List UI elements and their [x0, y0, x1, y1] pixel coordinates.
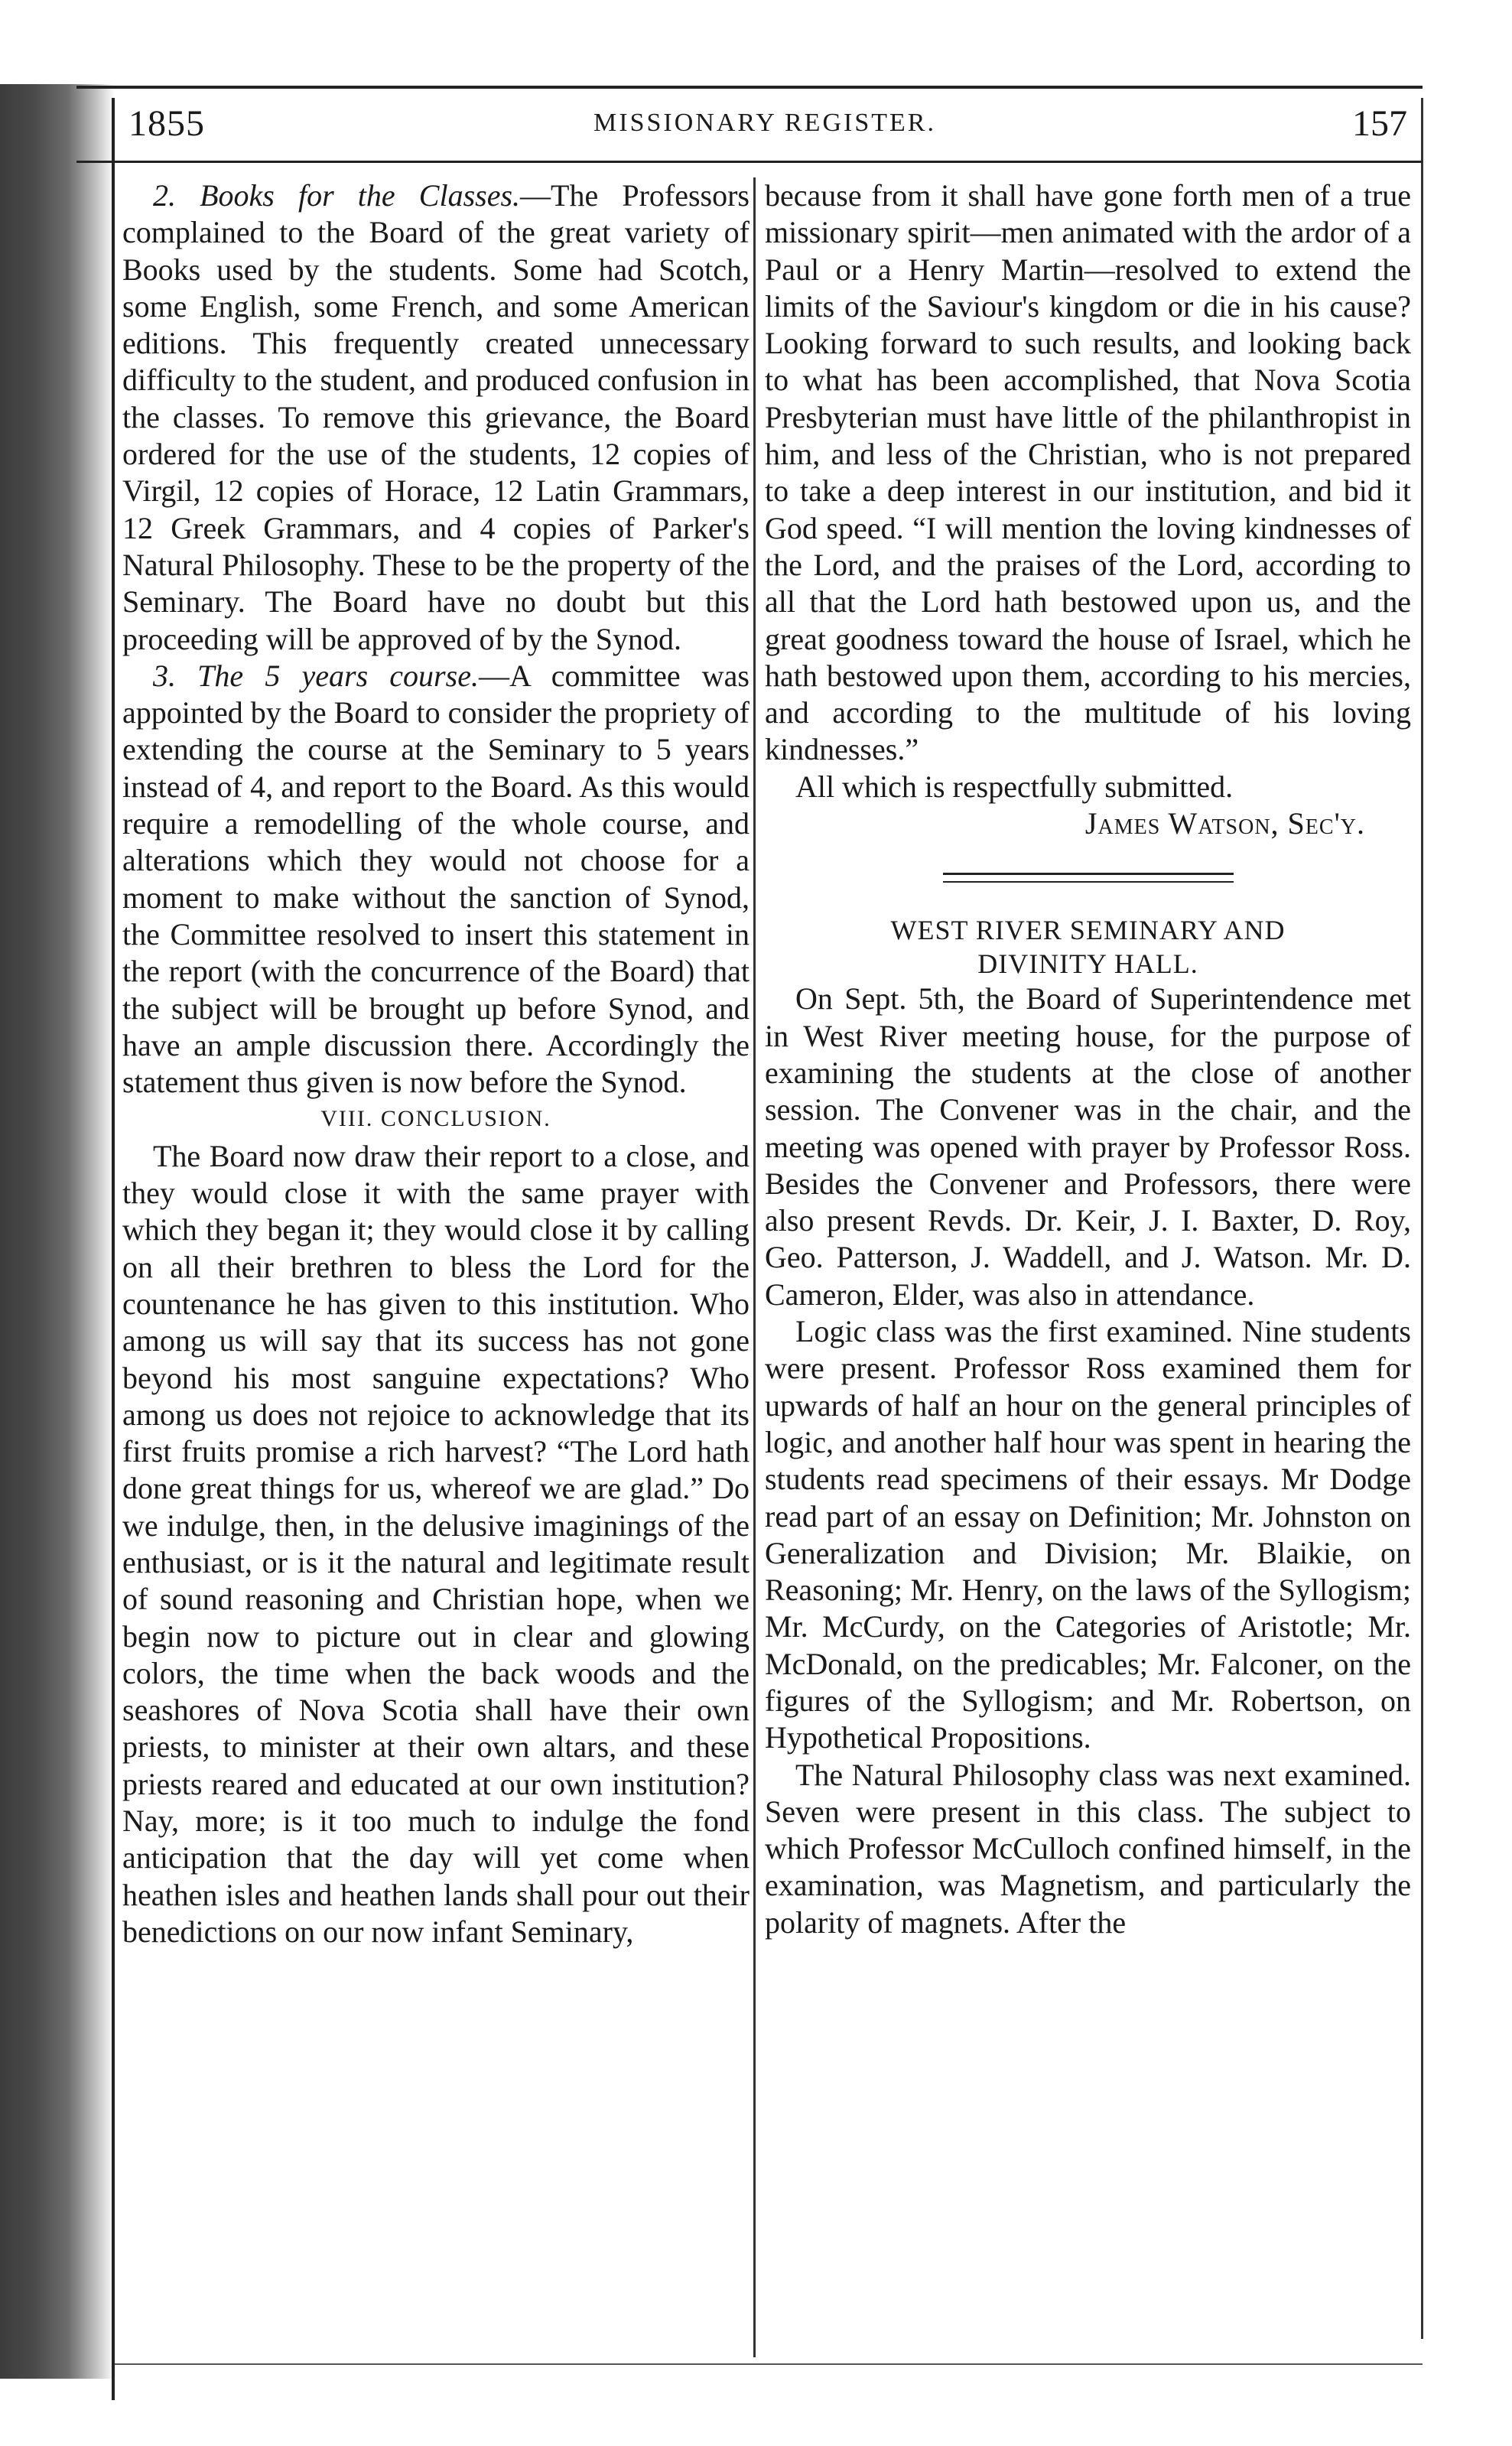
bottom-rule: [115, 2363, 1423, 2365]
paragraph-logic-class: Logic class was the first examined. Nine students were present. Professor Ross examined them for upwards of half an hour on the general principles of logic, and another half hour was spent in hearing the students read specimens of their essays. Mr Dodge read part of an essay on Definition; Mr. Johnston on Generalization and Division; Mr. Blaikie, on Reasoning; Mr. Henry, on the laws of the Syllogism; Mr. McCurdy, on the Categories of Aristotle; Mr. McDonald, on the predicables; Mr. Falconer, on the figures of the Syllogism; and Mr. Robertson, on Hypothetical Propositions.: [765, 1314, 1411, 1755]
paragraph-books-body: —The Professors complained to the Board of the great variety of Books used by the students. Some had Scotch, some English, some French, and some American editions. This frequently created unnecessary difficulty to the student, and produced confusion in the classes. To remove this grievance, the Board ordered for the use of the students, 12 copies of Virgil, 12 copies of Horace, 12 Latin Grammars, 12 Greek Grammars, and 4 copies of Parker's Natural Philosophy. These to be the property of the Seminary. The Board have no doubt but this proceeding will be approved of by the Synod.: [122, 178, 749, 656]
paragraph-conclusion: The Board now draw their report to a close, and they would close it with the same prayer with which they began it; they would close it by calling on all their brethren to bless the Lord for the countenance he has given to this institution. Who among us will say that its success has not gone beyond his most sanguine expectations? Who among us does not rejoice to acknowledge that its first fruits promise a rich harvest? “The Lord hath done great things for us, whereof we are glad.” Do we indulge, then, in the delusive imaginings of the enthusiast, or is it the natural and legitimate result of sound reasoning and Christian hope, when we begin now to picture out in clear and glowing colors, the time when the back woods and the seashores of Nova Scotia shall have their own priests, to minister at their own altars, and these priests reared and educated at our own institution? Nay, more; is it too much to indulge the fond anticipation that the day will yet come when heathen isles and heathen lands shall pour out their benedictions on our now infant Seminary,: [122, 1138, 749, 1949]
section-heading-conclusion: VIII. CONCLUSION.: [320, 1106, 551, 1132]
paragraph-five-years-body: —A committee was appointed by the Board to consider the propriety of extending the course at the Seminary to 5 years instead of 4, and report to the Board. As this would require a remodelling of the whole course, and alterations which they would not choose for a moment to make without the sanction of Synod, the Committee resolved to insert this statement in the report (with the concurrence of the Board) that the subject will be brought up before Synod, and have an ample discussion there. Accordingly the statement thus given is now before the Synod.: [122, 658, 750, 1100]
paragraph-board-meeting: On Sept. 5th, the Board of Superintendence met in West River meeting house, for the purpose of examining the students at the close of another session. The Convener was in the chair, and the meeting was opened with prayer by Professor Ross. Besides the Convener and Professors, there were also present Revds. Dr. Keir, J. I. Baxter, D. Roy, Geo. Patterson, J. Waddell, and J. Watson. Mr. D. Cameron, Elder, was also in attendance.: [765, 981, 1411, 1312]
left-column: [122, 177, 749, 1950]
right-frame-rule: [1421, 98, 1423, 2339]
running-header: [115, 98, 1415, 156]
paragraph-five-years-title: 3. The 5 years course.: [153, 658, 479, 693]
page-number: 157: [1352, 103, 1407, 144]
paragraph-continuation: because from it shall have gone forth men of a true missionary spirit—men animated with the ardor of a Paul or a Henry Martin—resolved to extend the limits of the Saviour's kingdom or die in his cause? Looking forward to such results, and looking back to what has been accomplished, that Nova Scotia Presbyterian must have little of the philanthropist in him, and less of the Christian, who is not prepared to take a deep interest in our institution, and bid it God speed. “I will mention the loving kindnesses of the Lord, and the praises of the Lord, according to all that the Lord hath bestowed upon us, and the great goodness toward the house of Israel, which he hath bestowed upon them, according to his mercies, and according to the multitude of his loving kindnesses.”: [765, 178, 1411, 767]
article-heading-line1: WEST RIVER SEMINARY AND: [890, 915, 1286, 946]
column-divider: [753, 177, 756, 2357]
header-rule: [76, 161, 1423, 163]
right-column: [765, 177, 1411, 1941]
article-separator-rule: [943, 873, 1234, 875]
top-rule: [76, 86, 1423, 89]
book-spine-shadow: [0, 84, 115, 2379]
article-separator-rule-thin: [943, 881, 1234, 883]
header-year: 1855: [128, 103, 205, 144]
paragraph-books-title: 2. Books for the Classes.: [153, 178, 521, 213]
signature: James Watson, Sec'y.: [1084, 806, 1365, 841]
header-title: MISSIONARY REGISTER.: [593, 109, 936, 137]
paragraph-natural-philosophy: The Natural Philosophy class was next examined. Seven were present in this class. The subject to which Professor McCulloch confined himself, in the examination, was Magnetism, and particularly the polarity of magnets. After the: [765, 1757, 1411, 1940]
paragraph-books: [122, 177, 749, 658]
paragraph-five-years: [122, 658, 749, 1101]
paragraph-submitted: All which is respectfully submitted.: [795, 769, 1234, 804]
left-frame-rule: [112, 98, 115, 2400]
article-heading-line2: DIVINITY HALL.: [977, 948, 1198, 980]
